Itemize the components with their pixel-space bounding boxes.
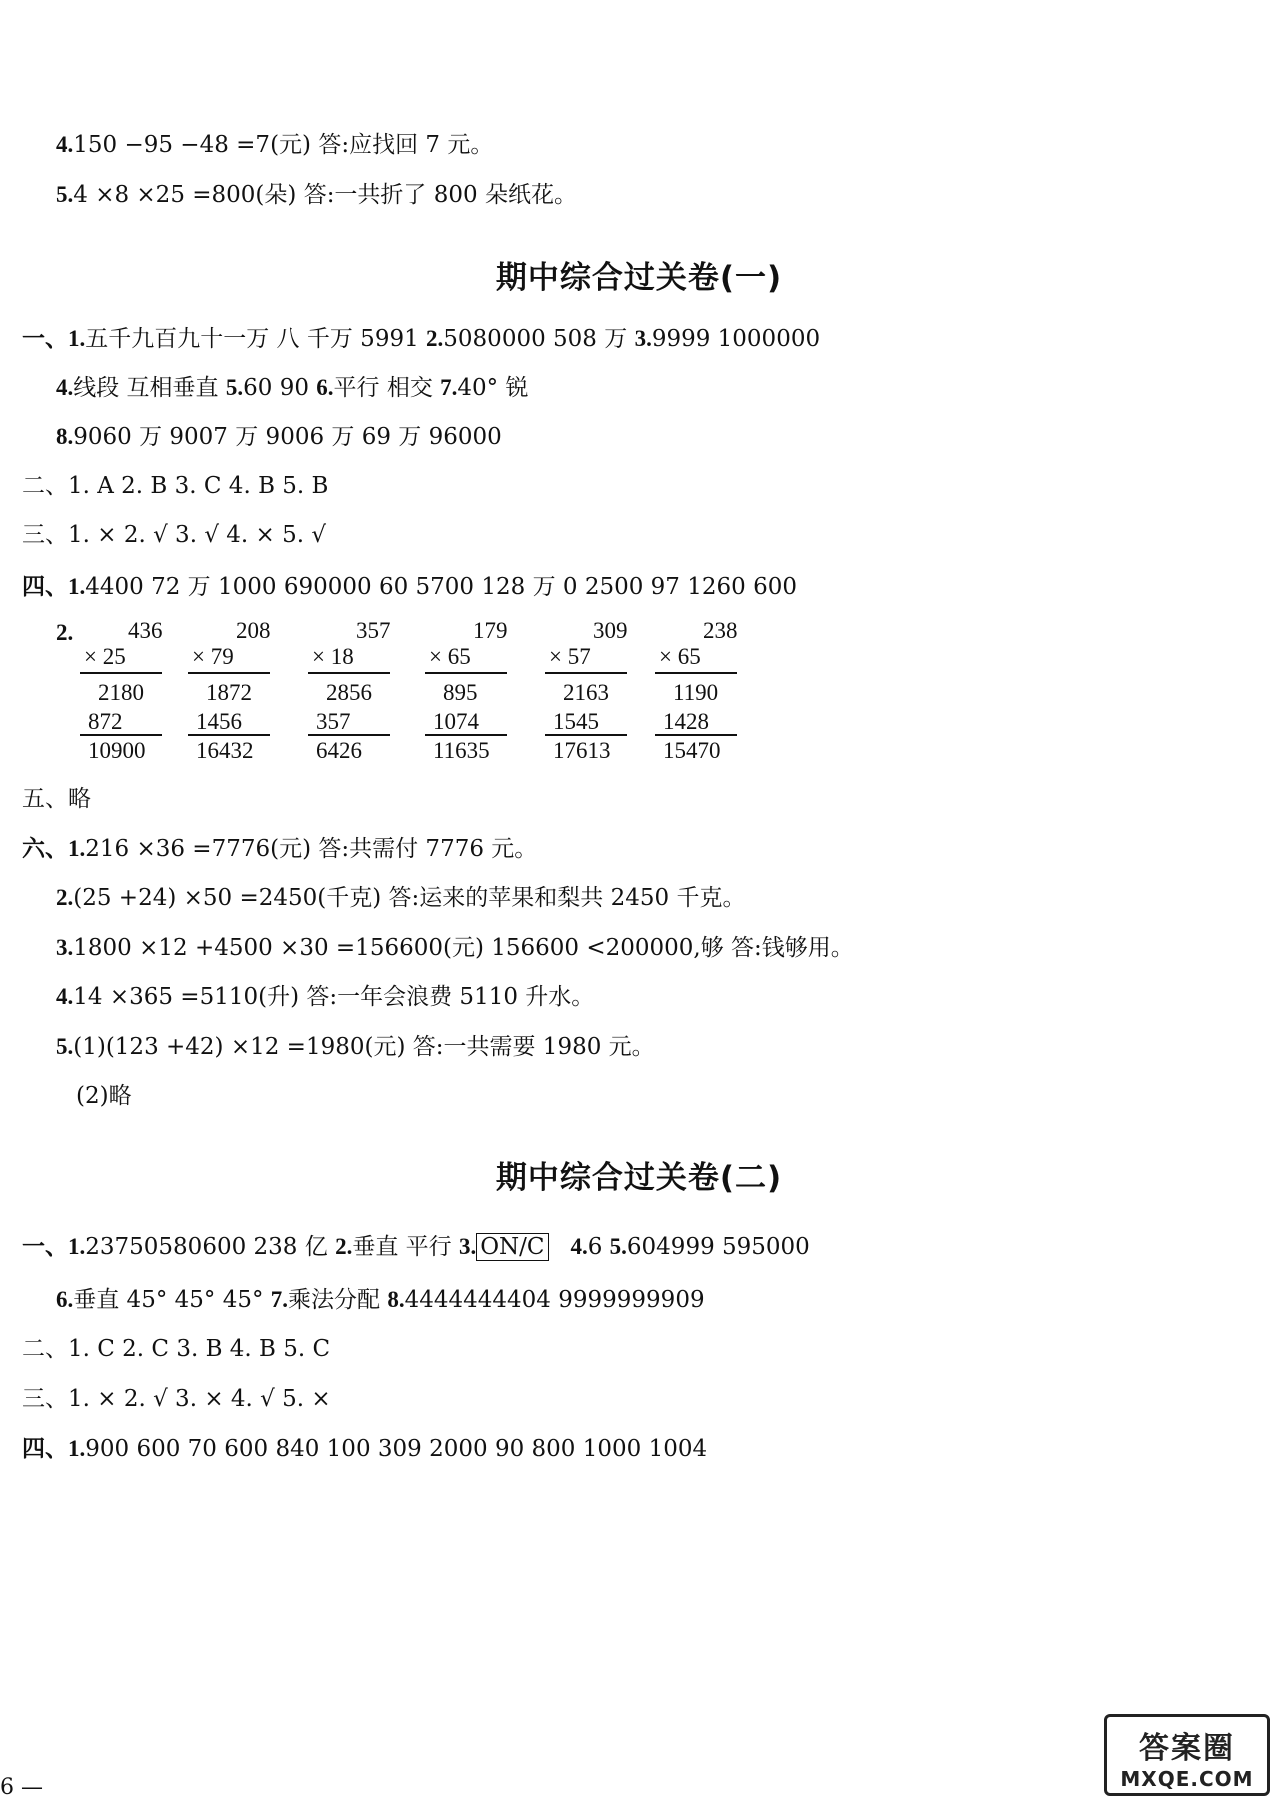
calc-rule	[545, 672, 627, 674]
calc-a: 357	[356, 618, 391, 643]
watermark-text: 答案圈	[1139, 1731, 1235, 1766]
calc-b: × 79	[192, 644, 234, 669]
calc-res: 15470	[663, 738, 721, 763]
calc-b: × 65	[659, 644, 701, 669]
answer-line: 六、1.216 ×36 =7776(元) 答:共需付 7776 元。	[22, 836, 538, 862]
answer-line: 6.垂直 45° 45° 45° 7.乘法分配 8.4444444404 9999999909	[56, 1287, 705, 1313]
calc-a: 309	[593, 618, 628, 643]
calc-rule	[80, 734, 162, 736]
calc-rule	[545, 734, 627, 736]
watermark-url: MXQE.COM	[1120, 1767, 1254, 1791]
watermark-logo	[1104, 1714, 1270, 1796]
answer-line: 5.(1)(123 +42) ×12 =1980(元) 答:一共需要 1980 元。	[56, 1034, 655, 1060]
calc-p1: 1190	[673, 680, 719, 705]
calc-rule	[308, 672, 390, 674]
answer-line: 二、1. A 2. B 3. C 4. B 5. B	[22, 473, 329, 499]
calc-rule	[655, 734, 737, 736]
calc-p2: 1428	[663, 709, 709, 734]
calc-p2: 1074	[433, 709, 479, 734]
calc-rule	[425, 734, 507, 736]
calc-a: 436	[128, 618, 163, 643]
answer-line: 4.线段 互相垂直 5.60 90 6.平行 相交 7.40° 锐	[56, 375, 529, 401]
calc-res: 10900	[88, 738, 146, 763]
calc-p1: 2856	[326, 680, 372, 705]
calc-res: 16432	[196, 738, 254, 763]
calc-b: × 25	[84, 644, 126, 669]
calc-p2: 872	[88, 709, 123, 734]
answer-line: 二、1. C 2. C 3. B 4. B 5. C	[22, 1336, 331, 1362]
calc-a: 238	[703, 618, 738, 643]
answer-line: 四、1.900 600 70 600 840 100 309 2000 90 800 1000 1004	[22, 1436, 708, 1462]
calc-p1: 1872	[206, 680, 252, 705]
answer-line: 五、略	[22, 786, 91, 812]
calc-p2: 357	[316, 709, 351, 734]
calc-p1: 895	[443, 680, 478, 705]
answer-line: (2)略	[76, 1083, 132, 1109]
answer-line: 4.14 ×365 =5110(升) 答:一年会浪费 5110 升水。	[56, 984, 595, 1010]
calc-res: 17613	[553, 738, 611, 763]
calc-b: × 57	[549, 644, 591, 669]
calculator-key-box: ON/C	[476, 1233, 548, 1261]
calc-p2: 1456	[196, 709, 242, 734]
calc-p1: 2163	[563, 680, 609, 705]
answer-line: 4.150 −95 −48 =7(元) 答:应找回 7 元。	[56, 132, 494, 158]
calc-rule	[188, 672, 270, 674]
answer-line: 2.(25 +24) ×50 =2450(千克) 答:运来的苹果和梨共 2450 千克。	[56, 885, 746, 911]
calc-rule	[425, 672, 507, 674]
calc-rule	[188, 734, 270, 736]
calc-p1: 2180	[98, 680, 144, 705]
answer-line-label: 2.	[56, 620, 74, 645]
calc-res: 6426	[316, 738, 362, 763]
answer-line: 3.1800 ×12 +4500 ×30 =156600(元) 156600 <200000,够 答:钱够用。	[56, 935, 854, 961]
answer-line: 三、1. × 2. √ 3. × 4. √ 5. ×	[22, 1386, 331, 1412]
answer-line: 8.9060 万 9007 万 9006 万 69 万 96000	[56, 424, 502, 450]
answer-line: 5.4 ×8 ×25 =800(朵) 答:一共折了 800 朵纸花。	[56, 182, 577, 208]
calc-rule	[655, 672, 737, 674]
answer-line: 一、1.23750580600 238 亿 2.垂直 平行 3. ON/C 4.6 5.604999 595000	[22, 1234, 810, 1260]
section-title: 期中综合过关卷(二)	[495, 1160, 783, 1196]
answer-line: 三、1. × 2. √ 3. √ 4. × 5. √	[22, 522, 327, 548]
page-number: 6 —	[0, 1775, 43, 1800]
answer-line: 一、1.五千九百九十一万 八 千万 5991 2.5080000 508 万 3.9999 1000000	[22, 326, 821, 352]
calc-p2: 1545	[553, 709, 599, 734]
calc-res: 11635	[433, 738, 490, 763]
calc-rule	[80, 672, 162, 674]
calc-a: 179	[473, 618, 508, 643]
calc-b: × 65	[429, 644, 471, 669]
calc-a: 208	[236, 618, 271, 643]
answer-line: 四、1.4400 72 万 1000 690000 60 5700 128 万 0 2500 97 1260 600	[22, 574, 797, 600]
calc-b: × 18	[312, 644, 354, 669]
calc-rule	[308, 734, 390, 736]
section-title: 期中综合过关卷(一)	[495, 260, 783, 296]
